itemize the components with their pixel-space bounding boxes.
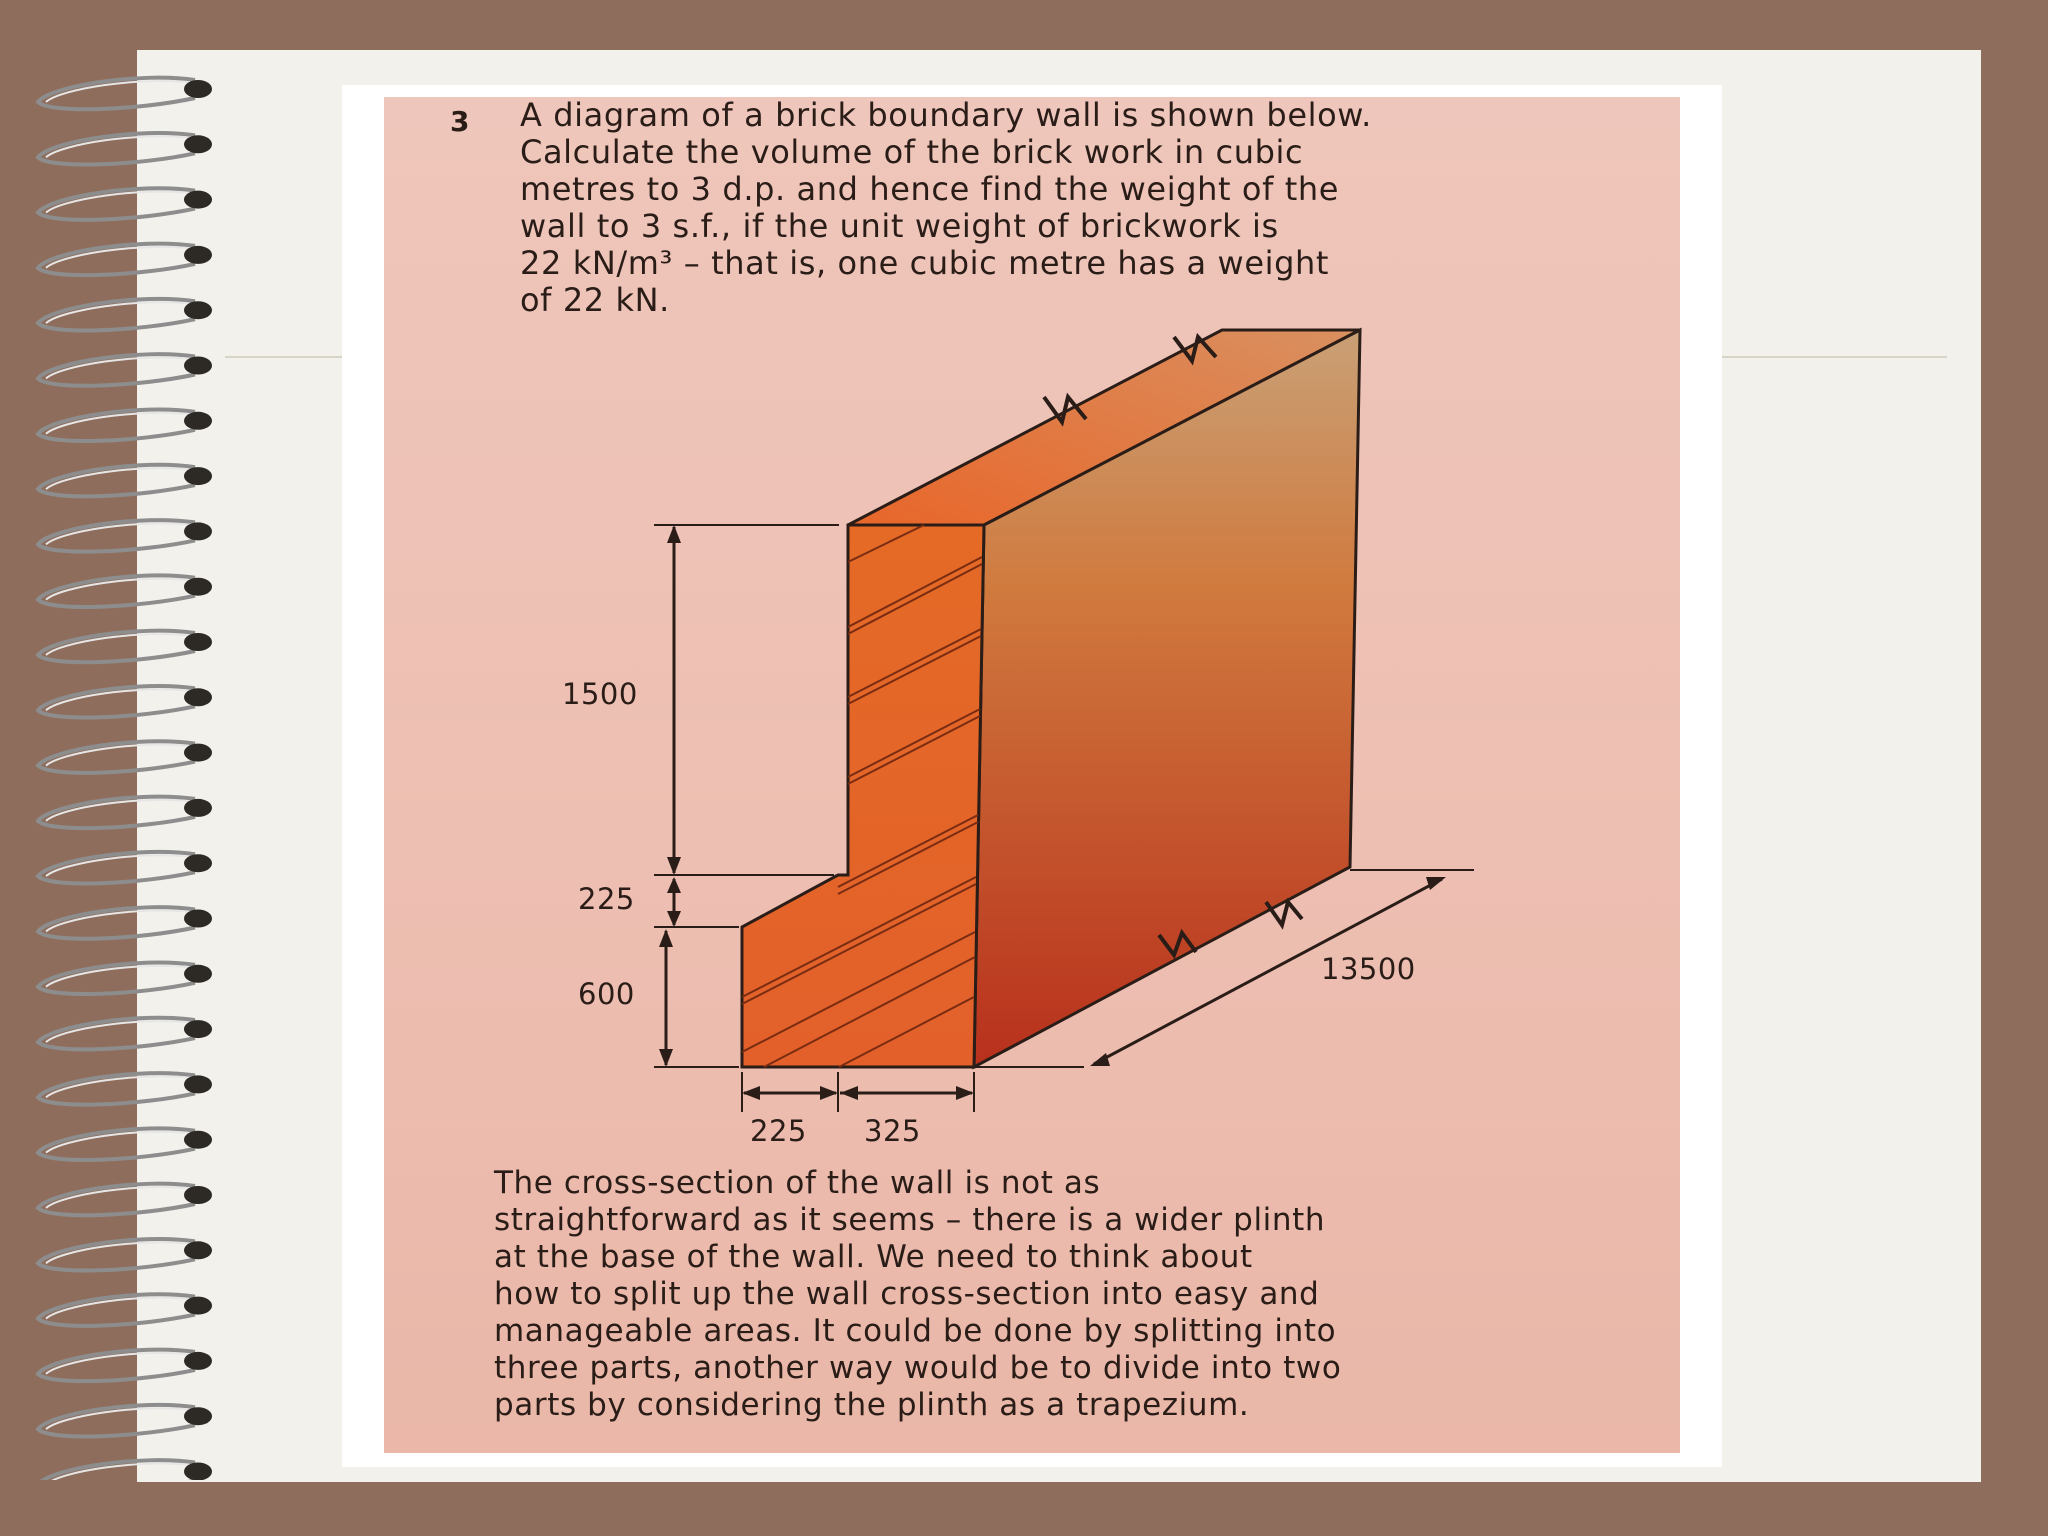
spiral-ring-highlight <box>46 247 195 268</box>
dimension-wall-thickness: 325 <box>864 1114 921 1148</box>
spiral-hole <box>184 467 212 485</box>
spiral-ring-highlight <box>46 634 195 655</box>
explanation-line: manageable areas. It could be done by splitting into <box>494 1313 1337 1349</box>
spiral-hole <box>184 1463 212 1481</box>
explanation-line: parts by considering the plinth as a trapezium. <box>494 1387 1250 1423</box>
spiral-hole <box>184 246 212 264</box>
question-number: 3 <box>450 105 470 138</box>
spiral-ring-highlight <box>46 855 195 876</box>
spiral-ring-highlight <box>46 358 195 379</box>
spiral-ring-highlight <box>46 579 195 600</box>
spiral-hole <box>184 191 212 209</box>
explanation-line: three parts, another way would be to divide into two <box>494 1350 1342 1386</box>
spiral-hole <box>184 357 212 375</box>
spiral-ring-highlight <box>46 468 195 489</box>
spiral-ring-highlight <box>46 413 195 434</box>
explanation-line: straightforward as it seems – there is a wider plinth <box>494 1202 1326 1238</box>
question-line: A diagram of a brick boundary wall is shown below. <box>520 97 1372 134</box>
question-line: of 22 kN. <box>520 281 670 319</box>
question-line: wall to 3 s.f., if the unit weight of brickwork is <box>520 207 1279 245</box>
explanation-line: how to split up the wall cross-section into easy and <box>494 1276 1320 1312</box>
spiral-ring-highlight <box>46 1187 195 1208</box>
spiral-hole <box>184 799 212 817</box>
question-line: Calculate the volume of the brick work in cubic <box>520 133 1304 171</box>
spiral-hole <box>184 854 212 872</box>
dimension-step-height: 225 <box>578 882 635 916</box>
spiral-hole <box>184 1131 212 1149</box>
spiral-ring-highlight <box>46 1132 195 1153</box>
explanation-line: at the base of the wall. We need to think about <box>494 1239 1253 1275</box>
spiral-hole <box>184 688 212 706</box>
spiral-hole <box>184 301 212 319</box>
spiral-hole <box>184 522 212 540</box>
spiral-ring-highlight <box>46 192 195 213</box>
spiral-hole <box>184 1186 212 1204</box>
spiral-ring-highlight <box>46 1353 195 1374</box>
textbook-page <box>384 97 1680 1453</box>
question-line: 22 kN/m³ – that is, one cubic metre has a weight <box>520 244 1330 282</box>
spiral-ring-highlight <box>46 1021 195 1042</box>
spiral-hole <box>184 1297 212 1315</box>
spiral-hole <box>184 1407 212 1425</box>
spiral-hole <box>184 1075 212 1093</box>
spiral-hole <box>184 135 212 153</box>
spiral-ring-highlight <box>46 689 195 710</box>
dimension-length: 13500 <box>1321 952 1416 986</box>
spiral-ring-highlight <box>46 523 195 544</box>
spiral-ring-highlight <box>46 1242 195 1263</box>
spiral-ring-highlight <box>46 81 195 102</box>
spiral-ring-highlight <box>46 966 195 987</box>
spiral-ring-highlight <box>46 302 195 323</box>
dimension-plinth-height: 600 <box>578 977 635 1011</box>
spiral-hole <box>184 633 212 651</box>
spiral-ring-highlight <box>46 745 195 766</box>
spiral-hole <box>184 744 212 762</box>
slide-rule-left <box>225 356 342 358</box>
explanation-line: The cross-section of the wall is not as <box>494 1165 1101 1201</box>
question-line: metres to 3 d.p. and hence find the weight of the <box>520 170 1340 208</box>
spiral-hole <box>184 1020 212 1038</box>
spiral-ring-highlight <box>46 911 195 932</box>
dimension-plinth-projection: 225 <box>750 1114 807 1148</box>
dimension-upper-height: 1500 <box>562 677 638 711</box>
spiral-ring-highlight <box>46 1076 195 1097</box>
spiral-hole <box>184 412 212 430</box>
slide-rule-right <box>1722 356 1947 358</box>
spiral-hole <box>184 578 212 596</box>
spiral-ring-highlight <box>46 136 195 157</box>
explanation-text <box>494 1165 1654 1424</box>
spiral-hole <box>184 965 212 983</box>
spiral-ring-highlight <box>46 800 195 821</box>
spiral-hole <box>184 80 212 98</box>
spiral-binding-icon <box>20 60 230 1480</box>
spiral-ring-highlight <box>46 1408 195 1429</box>
spiral-hole <box>184 1352 212 1370</box>
spiral-ring-highlight <box>46 1298 195 1319</box>
spiral-hole <box>184 910 212 928</box>
spiral-hole <box>184 1241 212 1259</box>
